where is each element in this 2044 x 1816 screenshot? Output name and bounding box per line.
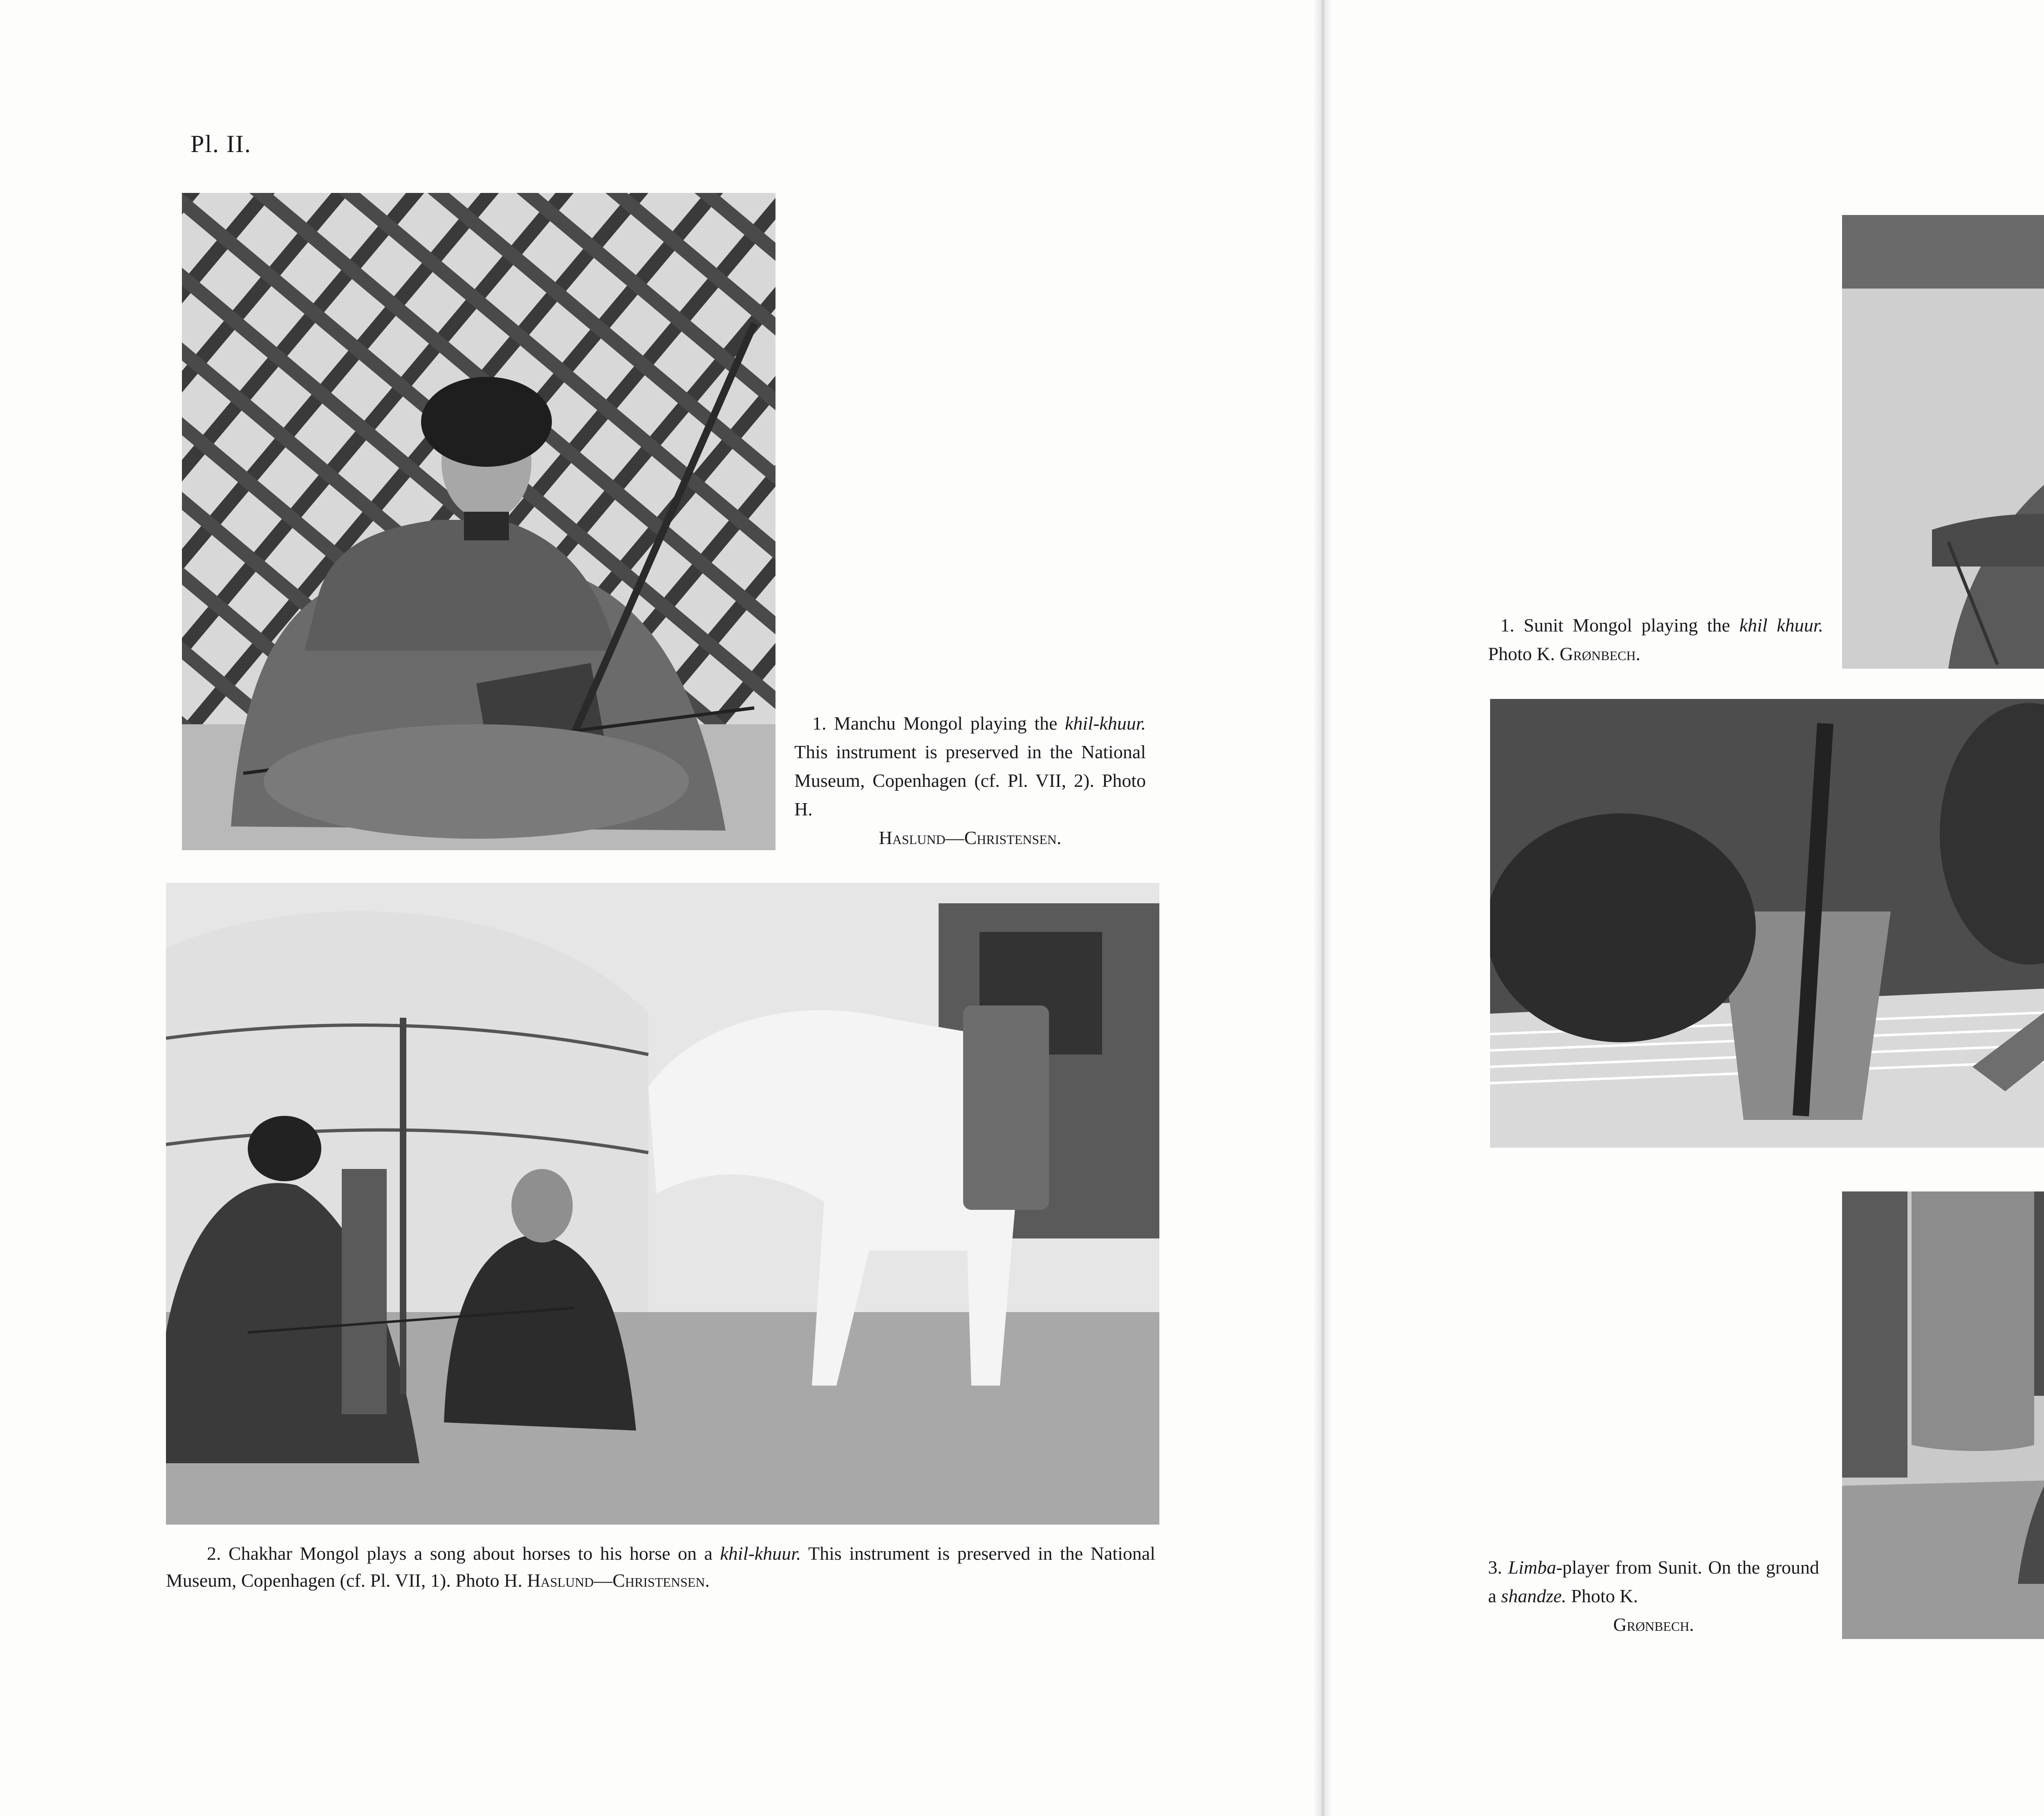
- caption-text: Chakhar Mongol plays a song about horses to his horse on a: [228, 1543, 713, 1564]
- caption-number: 1.: [1500, 615, 1515, 636]
- caption-italic: khil-khuur.: [1065, 713, 1146, 734]
- caption-credit: Haslund—Christensen.: [527, 1570, 710, 1591]
- caption-text: This instrument is preserved in the National Museum, Copenhagen (cf. Pl. VII, 2). Photo H.: [794, 741, 1146, 820]
- caption-italic: shandze.: [1501, 1585, 1567, 1606]
- caption-text: This instrument is preserved in the National Museum, Copenhagen (cf. Pl. VII, 1). Photo H.: [166, 1543, 1156, 1591]
- caption-number: 1.: [812, 713, 827, 734]
- photo-khil-khuur-lower-half: [1490, 699, 2044, 1148]
- caption-italic: khil-khuur.: [720, 1543, 801, 1564]
- photo-manchu-mongol-image: [182, 193, 775, 850]
- photo-manchu-mongol: [182, 193, 775, 850]
- photo-limba-player: [1842, 1191, 2044, 1639]
- caption-fig-3-3: [1488, 1553, 1819, 1639]
- caption-fig-2: [166, 1540, 1155, 1594]
- caption-text: Photo K.: [1488, 643, 1555, 664]
- caption-italic: khil khuur.: [1739, 615, 1824, 636]
- caption-text: -player from Sunit. On the ground a: [1488, 1557, 1820, 1606]
- caption-number: 3.: [1488, 1557, 1502, 1578]
- caption-fig-1: [794, 709, 1146, 852]
- caption-credit: Grønbech.: [1560, 643, 1641, 664]
- photo-limba-player-image: [1842, 1191, 2044, 1639]
- caption-number: 2.: [207, 1543, 221, 1564]
- photo-chakhar-mongol: [166, 883, 1159, 1525]
- caption-credit: Grønbech.: [1613, 1614, 1694, 1635]
- caption-italic: Limba: [1508, 1557, 1556, 1578]
- caption-text: Photo K.: [1571, 1585, 1638, 1606]
- caption-text: Manchu Mongol playing the: [834, 713, 1058, 734]
- book-gutter: [1312, 0, 1334, 1816]
- photo-sunit-mongol: [1842, 215, 2044, 669]
- right-page: [1334, 0, 2044, 1816]
- caption-text: Sunit Mongol playing the: [1524, 615, 1730, 636]
- caption-credit: Haslund—Christensen.: [879, 827, 1062, 848]
- photo-khil-khuur-lower-half-image: [1490, 699, 2044, 1148]
- photo-sunit-mongol-image: [1842, 215, 2044, 669]
- plate-label: Pl. II.: [191, 130, 251, 157]
- photo-chakhar-mongol-image: [166, 883, 1159, 1525]
- caption-fig-3-1: [1488, 611, 1823, 668]
